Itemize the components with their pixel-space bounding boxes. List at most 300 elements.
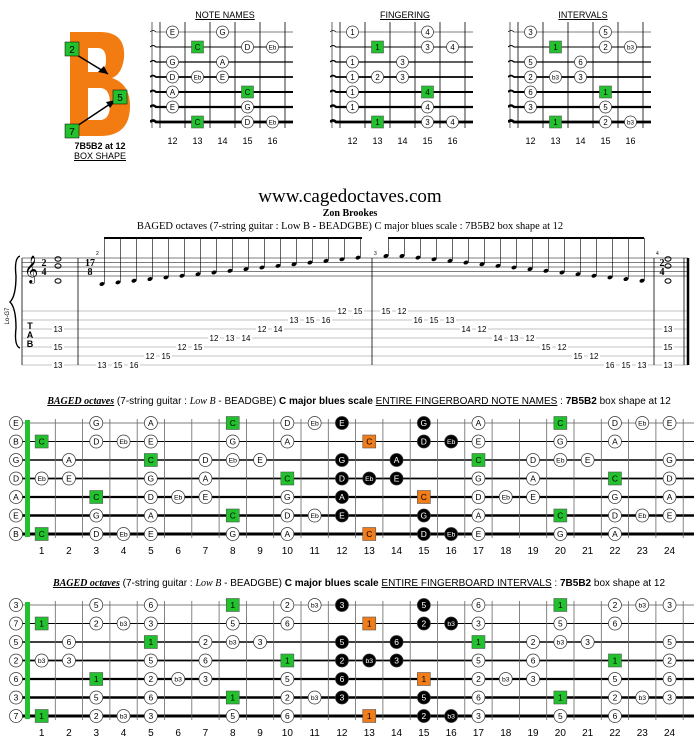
- mini-fret-number: 13: [550, 136, 561, 146]
- mini-note-marker-label: C: [244, 87, 251, 97]
- mini-fret-number: 13: [192, 136, 203, 146]
- note-marker-label: Eb: [556, 457, 565, 465]
- note-marker-label: A: [612, 436, 618, 447]
- tab-number: 15: [541, 343, 551, 352]
- tab-number: 14: [493, 334, 503, 343]
- chord-note-head: [665, 279, 671, 283]
- note-marker-label: Eb: [446, 531, 456, 539]
- time-signature: 4: [659, 267, 665, 278]
- note-marker-label: 5: [284, 674, 290, 685]
- tab-number: 12: [177, 343, 187, 352]
- fret-number: 10: [281, 728, 293, 739]
- note-marker-label: D: [666, 473, 673, 484]
- mini-note-marker-label: G: [244, 102, 251, 112]
- fret-number: 22: [609, 546, 621, 557]
- note-marker-label: 1: [284, 655, 290, 666]
- fret-number: 3: [93, 728, 100, 739]
- note-marker-label: C: [557, 510, 564, 521]
- mini-fret-number: 14: [217, 136, 228, 146]
- measure-number: 3: [374, 251, 377, 257]
- fret-number: 3: [93, 546, 100, 557]
- note-names-title: BAGED octaves (7-string guitar : Low B - BEADGBE) C major blues scale ENTIRE FINGERBOARD NOTE NAMES : 7B5B2 box shape at 12: [47, 396, 671, 407]
- note-marker-label: 3: [476, 618, 481, 629]
- tab-clef-letter: A: [26, 330, 34, 340]
- note-marker-label: 5: [667, 637, 672, 648]
- mini-fret-number: 16: [625, 136, 636, 146]
- tab-number: 13: [509, 334, 519, 343]
- note-marker-label: 3: [476, 711, 481, 722]
- tab-number: 12: [525, 334, 535, 343]
- mini-note-marker-label: b3: [626, 119, 635, 127]
- mini-note-marker-label: G: [169, 57, 176, 67]
- notation-and-tab: [0, 236, 700, 376]
- note-marker-label: b3: [365, 657, 374, 665]
- fret-number: 14: [390, 546, 403, 557]
- note-marker-label: 6: [66, 637, 72, 648]
- mini-note-marker-label: 4: [450, 42, 455, 52]
- note-marker-label: 3: [148, 618, 154, 629]
- chord-note-head: [55, 257, 61, 261]
- fingerboard-note-names: [0, 410, 700, 560]
- tab-clef-letter: B: [26, 339, 34, 349]
- fret-number: 22: [609, 728, 621, 739]
- note-marker-label: C: [93, 492, 100, 503]
- mini-fret-number: 15: [242, 136, 253, 146]
- fret-number: 9: [257, 728, 263, 739]
- fret-number: 20: [554, 728, 566, 739]
- mini-note-marker-label: 1: [603, 87, 608, 97]
- fret-number: 7: [202, 546, 209, 557]
- open-string-marker-label: 3: [13, 600, 19, 611]
- tab-number: 16: [413, 316, 423, 325]
- note-marker-label: E: [148, 529, 154, 540]
- fret-number: 4: [120, 728, 127, 739]
- fret-number: 14: [390, 728, 403, 739]
- time-signature: 2: [41, 258, 47, 269]
- fret-number: 19: [527, 546, 539, 557]
- note-marker-label: 6: [284, 711, 290, 722]
- tab-number: 12: [589, 352, 599, 361]
- note-marker-label: Eb: [173, 494, 183, 502]
- note-marker-label: A: [666, 492, 673, 503]
- fret-number: 13: [363, 728, 375, 739]
- open-string-marker-label: 5: [13, 637, 19, 648]
- note-marker-label: 1: [366, 711, 372, 722]
- note-marker-label: E: [202, 492, 209, 503]
- mini-note-marker-label: 5: [528, 57, 533, 67]
- mini-note-marker-label: 4: [425, 27, 430, 37]
- intervals-title: BAGED octaves (7-string guitar : Low B - BEADGBE) C major blues scale ENTIRE FINGERBOARD INTERVALS : 7B5B2 box shape at 12: [52, 578, 666, 589]
- tab-number: 12: [397, 307, 407, 316]
- mini-note-marker-label: 3: [425, 117, 430, 127]
- tab-number: 13: [637, 361, 647, 370]
- fret-number: 21: [582, 546, 594, 557]
- mini-note-marker-label: b3: [551, 74, 560, 82]
- note-marker-label: Eb: [501, 494, 510, 502]
- note-marker-label: C: [147, 455, 154, 466]
- measure-number: 2: [96, 251, 99, 257]
- note-marker-label: Eb: [446, 438, 456, 446]
- nut: [25, 420, 30, 537]
- note-marker-label: Eb: [310, 512, 319, 520]
- mini-note-marker-label: 3: [425, 42, 430, 52]
- note-marker-label: Eb: [228, 457, 237, 465]
- note-marker-label: 1: [366, 618, 372, 629]
- svg-text:5: 5: [117, 93, 123, 104]
- note-marker-label: A: [339, 492, 345, 503]
- mini-note-marker-label: C: [194, 117, 201, 127]
- note-marker-label: C: [229, 510, 236, 521]
- note-marker-label: G: [475, 473, 482, 484]
- note-marker-label: Eb: [638, 512, 647, 520]
- note-marker-label: E: [66, 473, 72, 484]
- open-string-marker-label: B: [13, 529, 19, 540]
- note-marker-label: A: [530, 473, 536, 484]
- mini-note-marker-label: G: [219, 27, 226, 37]
- note-marker-label: 3: [339, 600, 345, 611]
- mini-fret-number: 14: [397, 136, 408, 146]
- mini-fretboard: [330, 22, 480, 160]
- mini-note-marker-label: 5: [603, 27, 608, 37]
- note-marker-label: 1: [612, 655, 618, 666]
- tab-number: 13: [289, 316, 299, 325]
- note-marker-label: G: [229, 436, 237, 447]
- tab-number: 12: [257, 325, 267, 334]
- note-marker-label: C: [557, 418, 564, 429]
- tab-number: 14: [273, 325, 283, 334]
- mini-fret-number: 13: [372, 136, 383, 146]
- chord-note-head: [55, 279, 61, 283]
- note-marker-label: 6: [476, 600, 481, 611]
- note-marker-label: 1: [148, 637, 154, 648]
- shape-logo: [60, 28, 140, 163]
- note-marker-label: b3: [447, 713, 455, 721]
- fret-number: 1: [38, 728, 45, 739]
- note-marker-label: Eb: [119, 531, 128, 539]
- mini-note-marker-label: 4: [425, 102, 430, 112]
- fret-number: 4: [120, 546, 127, 557]
- tab-number: 14: [461, 325, 471, 334]
- note-marker-label: 1: [476, 637, 481, 648]
- note-marker-label: E: [257, 455, 263, 466]
- mini-panel-title: NOTE NAMES: [195, 10, 255, 20]
- note-marker-label: 5: [93, 600, 99, 611]
- mini-fret-number: 12: [347, 136, 358, 146]
- note-marker-label: D: [284, 510, 291, 521]
- note-marker-label: 6: [612, 618, 618, 629]
- mini-note-marker-label: 2: [528, 72, 533, 82]
- note-marker-label: D: [530, 455, 537, 466]
- note-marker-label: 1: [557, 692, 563, 703]
- tab-number: 16: [605, 361, 615, 370]
- note-marker-label: 2: [284, 692, 290, 703]
- fret-number: 8: [229, 728, 236, 739]
- note-marker-label: C: [38, 529, 45, 540]
- tab-number: 13: [445, 316, 455, 325]
- tab-number: 12: [145, 352, 155, 361]
- mini-fret-number: 12: [525, 136, 536, 146]
- fret-number: 6: [175, 546, 181, 557]
- mini-fret-number: 15: [600, 136, 611, 146]
- note-marker-label: 5: [93, 692, 99, 703]
- mini-note-marker-label: 1: [350, 102, 355, 112]
- tab-number: 15: [193, 343, 203, 352]
- note-marker-label: b3: [174, 676, 182, 684]
- mini-note-marker-label: Eb: [193, 74, 202, 82]
- fret-number: 6: [175, 728, 181, 739]
- note-marker-label: 2: [476, 674, 481, 685]
- note-marker-label: E: [530, 492, 536, 503]
- note-marker-label: 6: [284, 618, 290, 629]
- note-marker-label: 5: [230, 711, 236, 722]
- tab-number: 15: [381, 307, 391, 316]
- time-signature: 17: [85, 258, 95, 269]
- mini-fret-number: 16: [267, 136, 278, 146]
- open-string-marker-label: G: [12, 455, 20, 466]
- note-marker-label: G: [557, 436, 564, 447]
- note-marker-label: D: [202, 455, 209, 466]
- note-marker-label: G: [420, 418, 428, 429]
- note-marker-label: 5: [421, 600, 427, 611]
- tab-number: 13: [53, 361, 63, 370]
- note-marker-label: D: [338, 473, 345, 484]
- note-marker-label: E: [339, 418, 345, 429]
- note-marker-label: 2: [421, 618, 427, 629]
- note-marker-label: A: [202, 473, 209, 484]
- note-marker-label: C: [611, 473, 618, 484]
- note-marker-label: 6: [667, 674, 672, 685]
- note-marker-label: D: [93, 436, 100, 447]
- note-marker-label: D: [284, 418, 291, 429]
- tab-number: 15: [429, 316, 439, 325]
- note-marker-label: C: [229, 418, 236, 429]
- note-marker-label: E: [666, 418, 673, 429]
- mini-note-marker-label: D: [244, 42, 251, 52]
- tab-number: 14: [241, 334, 251, 343]
- tab-number: 12: [477, 325, 487, 334]
- mini-fret-number: 16: [447, 136, 458, 146]
- note-marker-label: 2: [612, 692, 618, 703]
- open-string-marker-label: E: [13, 510, 19, 521]
- note-marker-label: 2: [284, 600, 290, 611]
- score-subtitle: BAGED octaves (7-string guitar : Low B - BEADGBE) C major blues scale : 7B5B2 box shape at 12: [136, 221, 564, 232]
- tab-number: 13: [97, 361, 107, 370]
- note-marker-label: A: [612, 529, 618, 540]
- note-marker-label: D: [475, 492, 482, 503]
- fret-number: 18: [500, 728, 512, 739]
- note-marker-label: C: [420, 492, 427, 503]
- note-marker-label: b3: [119, 620, 128, 628]
- note-marker-label: A: [475, 418, 482, 429]
- note-marker-label: D: [611, 510, 618, 521]
- fret-number: 23: [636, 728, 648, 739]
- note-marker-label: 3: [394, 655, 399, 666]
- fret-number: 18: [500, 546, 512, 557]
- note-marker-label: 6: [612, 711, 618, 722]
- mini-note-marker-label: E: [219, 72, 226, 82]
- note-marker-label: 5: [148, 655, 154, 666]
- open-string-marker-label: 7: [13, 711, 19, 722]
- note-marker-label: 6: [203, 655, 208, 666]
- note-marker-label: G: [557, 529, 564, 540]
- mini-fret-number: 12: [167, 136, 178, 146]
- note-marker-label: 1: [557, 600, 563, 611]
- open-string-marker-label: 7: [13, 618, 19, 629]
- note-marker-label: G: [92, 510, 100, 521]
- tab-number: 15: [573, 352, 583, 361]
- fret-number: 17: [472, 546, 485, 557]
- note-marker-label: 2: [421, 711, 427, 722]
- time-signature: 8: [87, 267, 93, 278]
- mini-note-marker-label: Eb: [268, 44, 277, 52]
- fret-number: 16: [445, 546, 457, 557]
- treble-clef-icon: 𝄞: [24, 255, 39, 283]
- note-marker-label: 3: [203, 674, 208, 685]
- note-marker-label: 5: [557, 711, 563, 722]
- tuning-label: Lo-G7: [5, 307, 11, 325]
- note-marker-label: E: [393, 473, 400, 484]
- tab-number: 12: [557, 343, 567, 352]
- note-marker-label: A: [148, 418, 154, 429]
- note-marker-label: D: [611, 418, 618, 429]
- fret-number: 7: [202, 728, 209, 739]
- tab-number: 13: [663, 325, 673, 334]
- mini-note-marker-label: 1: [553, 42, 558, 52]
- note-marker-label: b3: [447, 620, 455, 628]
- svg-text:7: 7: [69, 127, 75, 138]
- fret-number: 19: [527, 728, 539, 739]
- site-url[interactable]: www.cagedoctaves.com: [258, 186, 442, 207]
- note-marker-label: 1: [230, 692, 236, 703]
- open-string-marker-label: 2: [13, 655, 19, 666]
- note-marker-label: E: [584, 455, 591, 466]
- open-string-marker-label: A: [13, 492, 19, 503]
- fret-number: 13: [363, 546, 375, 557]
- note-marker-label: C: [366, 436, 373, 447]
- note-marker-label: b3: [310, 694, 319, 702]
- note-marker-label: E: [475, 436, 482, 447]
- mini-panel-title: INTERVALS: [558, 10, 608, 20]
- note-marker-label: C: [284, 473, 291, 484]
- fret-number: 1: [38, 546, 45, 557]
- mini-note-marker-label: 3: [578, 72, 583, 82]
- fret-number: 10: [281, 546, 293, 557]
- tab-number: 15: [305, 316, 315, 325]
- mini-note-marker-label: 6: [578, 57, 583, 67]
- fret-number: 12: [336, 728, 348, 739]
- note-marker-label: 6: [476, 692, 481, 703]
- note-marker-label: 1: [93, 674, 99, 685]
- fret-number: 5: [148, 728, 154, 739]
- note-marker-label: Eb: [37, 475, 46, 483]
- note-marker-label: Eb: [310, 420, 319, 428]
- note-marker-label: G: [92, 418, 100, 429]
- fret-number: 11: [309, 546, 320, 557]
- note-marker-label: G: [611, 492, 619, 503]
- note-marker-label: G: [284, 492, 291, 503]
- note-marker-label: b3: [310, 602, 319, 610]
- fret-number: 2: [66, 546, 72, 557]
- note-marker-label: A: [284, 529, 291, 540]
- note-marker-label: A: [475, 510, 482, 521]
- mini-note-marker-label: 4: [450, 117, 455, 127]
- mini-note-marker-label: 1: [350, 27, 355, 37]
- open-string-marker-label: 6: [13, 674, 19, 685]
- note-marker-label: 2: [93, 618, 99, 629]
- tab-number: 15: [161, 352, 171, 361]
- note-marker-label: b3: [119, 713, 128, 721]
- note-marker-label: 6: [339, 674, 345, 685]
- mini-note-marker-label: E: [169, 102, 176, 112]
- note-marker-label: G: [147, 473, 155, 484]
- tab-number: 15: [53, 343, 63, 352]
- note-marker-label: 2: [339, 655, 345, 666]
- note-marker-label: 2: [93, 711, 99, 722]
- note-marker-label: 5: [421, 692, 427, 703]
- note-marker-label: 1: [39, 711, 45, 722]
- mini-fretboard: [508, 22, 658, 160]
- note-marker-label: 5: [476, 655, 481, 666]
- fret-number: 24: [663, 546, 676, 557]
- note-marker-label: G: [338, 455, 346, 466]
- measure-number: 4: [656, 251, 659, 257]
- mini-note-marker-label: 1: [350, 57, 355, 67]
- note-marker-label: b3: [556, 639, 565, 647]
- note-marker-label: 5: [612, 674, 618, 685]
- tab-number: 13: [663, 361, 673, 370]
- note-marker-label: 6: [148, 692, 154, 703]
- note-marker-label: A: [284, 436, 291, 447]
- note-marker-label: 3: [257, 637, 263, 648]
- fret-number: 20: [554, 546, 566, 557]
- note-marker-label: 2: [530, 637, 536, 648]
- note-marker-label: E: [339, 510, 345, 521]
- fingerboard-intervals: [0, 592, 700, 744]
- nut: [25, 602, 30, 719]
- note-marker-label: b3: [638, 694, 647, 702]
- mini-note-marker-label: 5: [603, 102, 608, 112]
- note-marker-label: 3: [148, 711, 154, 722]
- fret-number: 16: [445, 728, 457, 739]
- mini-note-marker-label: 2: [603, 42, 608, 52]
- svg-text:2: 2: [69, 45, 75, 56]
- mini-note-marker-label: A: [169, 87, 176, 97]
- open-string-marker-label: 3: [13, 692, 19, 703]
- note-marker-label: Eb: [119, 438, 128, 446]
- note-marker-label: 3: [339, 692, 345, 703]
- note-marker-label: Eb: [638, 420, 647, 428]
- note-marker-label: D: [420, 436, 427, 447]
- mini-note-marker-label: 1: [350, 72, 355, 82]
- note-marker-label: 1: [421, 674, 427, 685]
- note-marker-label: G: [420, 510, 428, 521]
- note-marker-label: 2: [148, 674, 154, 685]
- note-marker-label: 5: [557, 618, 563, 629]
- mini-note-marker-label: 1: [553, 117, 558, 127]
- note-marker-label: b3: [638, 602, 647, 610]
- note-marker-label: A: [66, 455, 72, 466]
- tab-number: 15: [621, 361, 631, 370]
- note-marker-label: 2: [612, 600, 618, 611]
- note-marker-label: 1: [230, 600, 236, 611]
- note-marker-label: E: [148, 436, 154, 447]
- note-marker-label: 2: [667, 655, 672, 666]
- note-marker-label: 5: [230, 618, 236, 629]
- mini-fret-number: 14: [575, 136, 586, 146]
- mini-note-marker-label: C: [194, 42, 201, 52]
- open-string-marker-label: B: [13, 436, 19, 447]
- tab-number: 15: [663, 343, 673, 352]
